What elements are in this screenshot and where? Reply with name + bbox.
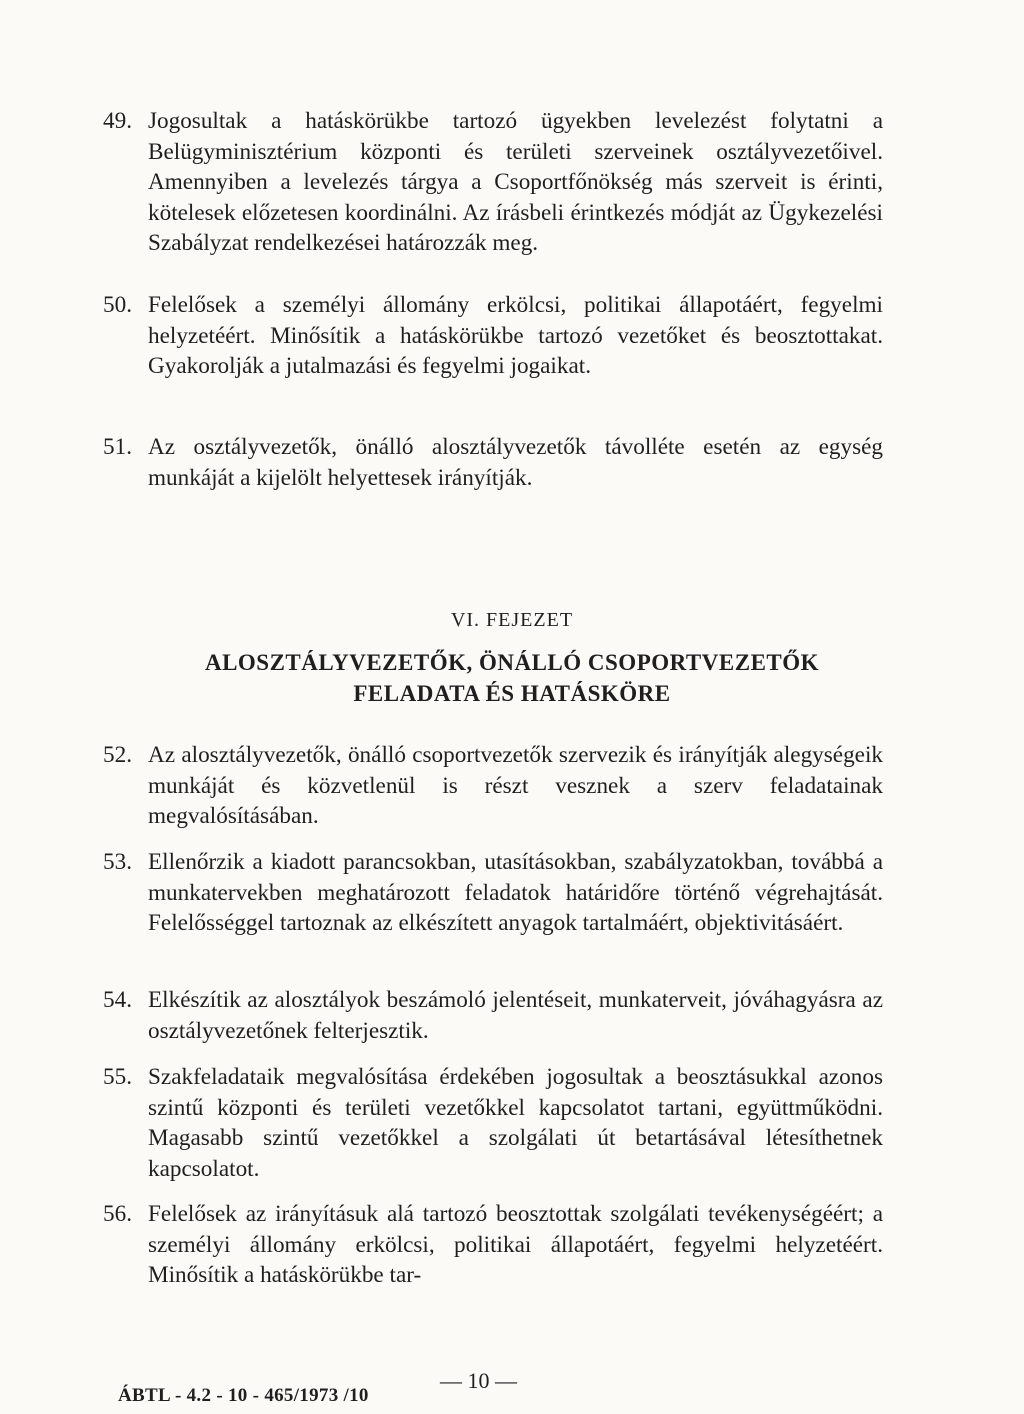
paragraph-text: Felelősek a személyi állomány erkölcsi, politikai állapotáért, fegyelmi helyzetéért. Minősítik a hatáskörükbe tartozó vezetőket és beosztottakat. Gyakorolják a jutalmazási és fegyelmi jogaikat. — [148, 292, 883, 379]
paragraph-number: 51. — [103, 434, 132, 460]
paragraph-55 — [103, 1062, 883, 1184]
archive-reference: ÁBTL - 4.2 - 10 - 465/1973 /10 — [118, 1385, 369, 1406]
paragraph-51 — [103, 432, 883, 493]
paragraph-text: Felelősek az irányításuk alá tartozó beosztottak szolgálati tevékenységéért; a személyi állomány erkölcsi, politikai állapotáért, fegyelmi helyzetéért. Minősítik a hatáskörükbe tar- — [148, 1201, 883, 1288]
chapter-title-line-2: FELADATA ÉS HATÁSKÖRE — [353, 681, 671, 706]
paragraph-number: 50. — [103, 292, 132, 318]
paragraph-53 — [103, 847, 883, 939]
paragraph-number: 55. — [103, 1064, 132, 1090]
paragraph-50 — [103, 290, 883, 382]
paragraph-number: 53. — [103, 849, 132, 875]
paragraph-text: Az osztályvezetők, önálló alosztályvezetők távolléte esetén az egység munkáját a kijelölt helyettesek irányítják. — [148, 434, 883, 491]
paragraph-number: 52. — [103, 742, 132, 768]
paragraph-text: Ellenőrzik a kiadott parancsokban, utasításokban, szabályzatokban, továbbá a munkatervekben meghatározott feladatok határidőre történő végrehajtását. Felelősséggel tartoznak az elkészített anyagok tartalmáért, objektivitásáért. — [148, 849, 883, 936]
paragraph-text: Szakfeladataik megvalósítása érdekében jogosultak a beosztásukkal azonos szintű központi és területi vezetőkkel kapcsolatot tartani, együttműködni. Magasabb szintű vezetőkkel a szolgálati út betartásával létesíthetnek kapcsolatot. — [148, 1064, 883, 1182]
paragraph-number: 49. — [103, 108, 132, 134]
paragraph-text: Elkészítik az alosztályok beszámoló jelentéseit, munkaterveit, jóváhagyásra az osztályvezetőnek felterjesztik. — [148, 987, 883, 1044]
chapter-title-line-1: ALOSZTÁLYVEZETŐK, ÖNÁLLÓ CSOPORTVEZETŐK — [204, 650, 820, 675]
paragraph-text: Jogosultak a hatáskörükbe tartozó ügyekben levelezést folytatni a Belügyminisztérium központi és területi szerveinek osztályvezetőivel. Amennyiben a levelezés tárgya a Csoportfőnökség más szerveit is érinti, kötelesek előzetesen koordinálni. Az írásbeli érintkezés módját az Ügykezelési Szabályzat rendelkezései határozzák meg. — [148, 108, 883, 256]
chapter-label: VI. FEJEZET — [450, 609, 574, 631]
paragraph-54 — [103, 985, 883, 1046]
paragraph-number: 54. — [103, 987, 132, 1013]
paragraph-56 — [103, 1199, 883, 1291]
paragraph-52 — [103, 740, 883, 832]
paragraph-number: 56. — [103, 1201, 132, 1227]
paragraph-49 — [103, 106, 883, 259]
paragraph-text: Az alosztályvezetők, önálló csoportvezetők szervezik és irányítják alegységeik munkáját és közvetlenül is részt vesznek a szerv feladatainak megvalósításában. — [148, 742, 883, 829]
page-number: — 10 — — [440, 1368, 517, 1393]
